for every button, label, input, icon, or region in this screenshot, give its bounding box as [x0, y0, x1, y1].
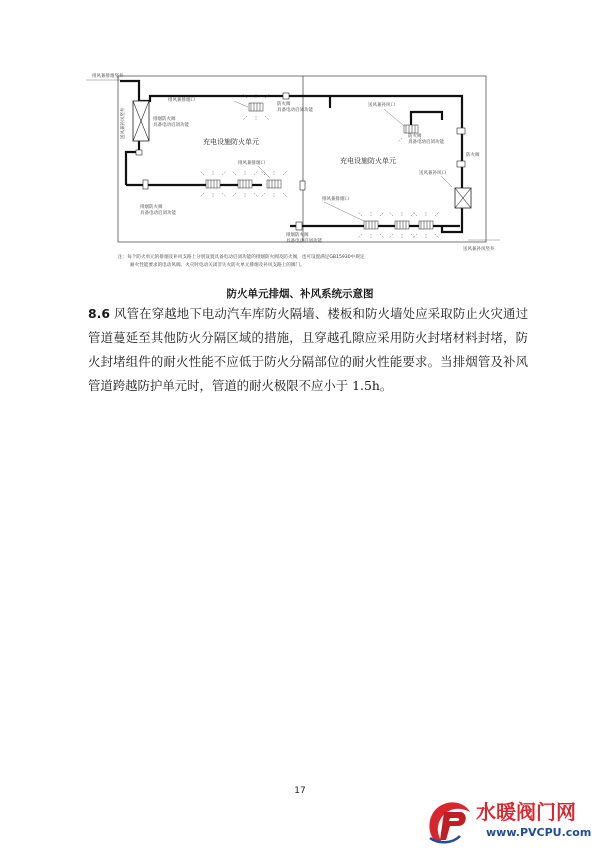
- airflow-arrows: [200, 93, 439, 239]
- exhaust-duct: [120, 81, 462, 232]
- logo-name: 水暖阀门网: [476, 800, 576, 824]
- clause-text: 风管在穿越地下电动汽车库防火隔墙、楼板和防火墙处应采取防止火灾通过管道蔓延至其他防火分隔区域的措施，且穿越孔隙应采用防火封堵材料封堵，防火封堵组件的耐火性能不应低于防火分隔部位的耐火性能要求。当排烟管及补风管道跨越防护单元时，管道的耐火极限不应小于 1.5h。: [88, 306, 528, 393]
- supply-shaft-right: [455, 188, 471, 208]
- label-exhaust-outlet-a: 排风兼排烟口: [168, 98, 195, 103]
- site-logo: [420, 792, 600, 848]
- label-fire-damper-left-note: 具备电动启闭功能: [153, 123, 189, 128]
- label-exhaust-damper-left: 排烟防火阀: [140, 205, 163, 210]
- label-exhaust-shaft: 排风兼排烟竖井: [92, 74, 124, 79]
- label-fire-damper-top: 防火阀: [277, 102, 291, 107]
- page-number: 17: [294, 786, 306, 796]
- diagram-note: [118, 254, 498, 270]
- logo-emblem-icon: [420, 792, 476, 848]
- label-supply-outlet-a: 送风兼补风口: [368, 103, 395, 108]
- label-supply-shaft-left: 送风兼补风竖井: [121, 107, 126, 139]
- label-unit-right: 充电设施防火单元: [340, 157, 396, 165]
- label-exhaust-outlet-b: 排风兼排烟口: [238, 161, 265, 166]
- clause-paragraph: [88, 302, 528, 398]
- smoke-exhaust-diagram: [0, 0, 600, 260]
- figure-caption: 防火单元排烟、补风系统示意图: [226, 288, 374, 300]
- label-supply-shaft-right: 送风兼补风竖井: [463, 247, 495, 252]
- label-fire-damper-top-note: 具备电动启闭功能: [277, 108, 313, 113]
- label-fire-damper-right-note: 具备电动启闭功能: [408, 140, 444, 145]
- label-fire-damper-small: 防火阀: [466, 153, 480, 158]
- label-exhaust-damper-b: 排烟防火阀: [286, 233, 309, 238]
- exhaust-shaft-left: [133, 101, 149, 141]
- label-fire-damper-right: 防火阀: [408, 134, 422, 139]
- label-exhaust-damper-b-note: 具备电动启闭功能: [286, 239, 322, 244]
- note-line-1: 注：每个防火单元的排烟及补风支路上分别设置具备电动启闭功能的排烟防火阀及防火阀，也可设置满足GB15930中规定: [118, 255, 365, 260]
- label-exhaust-damper-left-note: 具备电动启闭功能: [140, 211, 176, 216]
- label-exhaust-outlet-c: 排风兼排烟口: [322, 197, 349, 202]
- logo-url: www.PVCPU.com: [486, 826, 592, 839]
- damper-symbols: [136, 93, 465, 230]
- label-fire-damper-left: 排烟防火阀: [153, 117, 176, 122]
- note-line-2: 耐火性能要求的电动风阀。火灾时电动关闭非失火防火单元排烟及补风支路上的阀门。: [130, 263, 305, 268]
- label-supply-outlet-b: 送风兼补风口: [419, 171, 446, 176]
- clause-number: 8.6: [88, 306, 110, 321]
- label-unit-left: 充电设施防火单元: [203, 138, 259, 146]
